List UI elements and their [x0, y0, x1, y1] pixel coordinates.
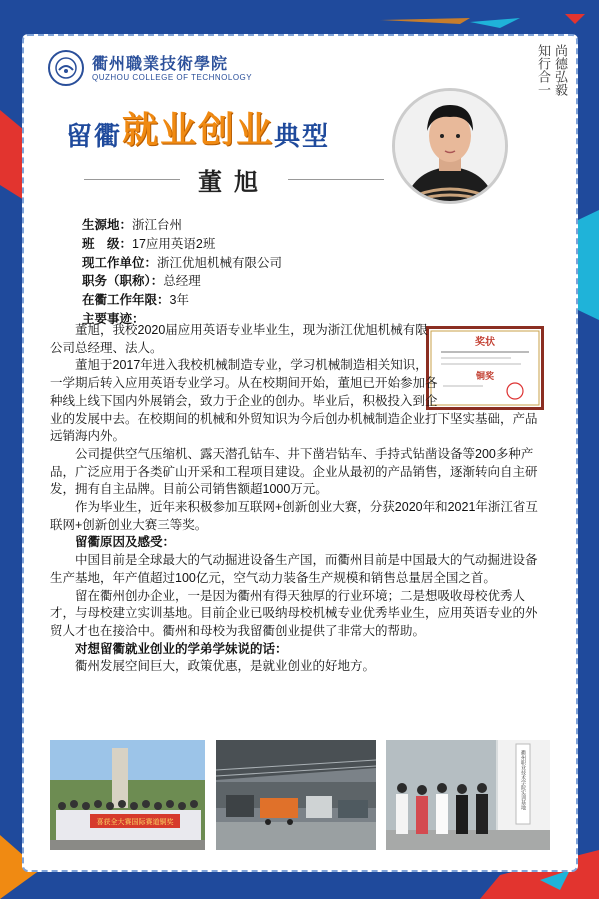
- gallery-photo-workshop: [216, 740, 376, 850]
- gallery-banner-text: 喜获全大赛国际赛道铜奖: [96, 818, 174, 826]
- info-list: [82, 216, 282, 329]
- paragraph-advice: 衢州发展空间巨大，政策优惠，是就业创业的好地方。: [75, 659, 376, 674]
- paragraph-awards: 作为毕业生，近年来积极参加互联网+创新创业大赛，分获2020年和2021年浙江省互联网+创新创业大赛三等奖。: [50, 500, 538, 532]
- paragraph-study: 董旭于2017年进入我校机械制造专业，学习机械制造相关知识，一学期后转入应用英语专业学习。从在校期间开始，董旭已开始参加各种线上线下国内外展销会，致力于企业的创办。毕业后，积极投入到企业的发展中去。在校期间的机械和外贸知识为今后创办机械制造企业打下坚实基础，产品远销海内外。: [50, 358, 538, 444]
- advice-label: 对想留衢就业创业的学弟学妹说的话：: [75, 641, 288, 656]
- gallery-plaque-text: 衢州职业技术学院实训基地: [520, 750, 526, 810]
- paragraph-industry: 中国目前是全球最大的气动掘进设备生产国，而衢州目前是中国最大的气动掘进设备生产基地，年产值超过100亿元，空气动力装备生产规模和销售总量居全国之首。: [50, 553, 538, 585]
- page-title: [66, 102, 330, 153]
- name-row: [84, 162, 384, 197]
- person-name: 董旭: [198, 167, 270, 196]
- certificate-title: 奖状: [475, 337, 495, 348]
- decor-cyan-right: [578, 210, 599, 320]
- info-years: 在衢工作年限：3年: [82, 293, 189, 308]
- reason-label: 留衢原因及感受：: [75, 535, 176, 550]
- motto-line-1: 尚德弘毅: [552, 44, 567, 96]
- school-name-en: QUZHOU COLLEGE OF TECHNOLOGY: [92, 72, 253, 82]
- decor-red-left: [0, 110, 24, 200]
- name-divider-left: [84, 179, 180, 180]
- info-employer: 现工作单位：浙江优旭机械有限公司: [82, 255, 283, 270]
- info-position: 职务（职称）：总经理: [82, 274, 201, 289]
- story-body: [50, 322, 548, 676]
- decor-orange-top: [380, 18, 470, 24]
- title-part-3: 典型: [274, 122, 331, 152]
- paragraph-reason: 留在衢州创办企业，一是因为衢州有得天独厚的行业环境；二是想吸收母校优秀人才，与母校建立实训基地。目前企业已吸纳母校机械专业优秀毕业生，应用英语专业的外贸人才也在接洽中。衢州和母校为我留衢创业提供了非常大的帮助。: [50, 588, 538, 638]
- title-part-2: 就业创业: [122, 109, 275, 151]
- title-part-1: 留衢: [66, 122, 123, 152]
- paragraph-intro: 董旭，我校2020届应用英语专业毕业生，现为浙江优旭机械有限公司总经理、法人。: [50, 323, 428, 355]
- info-class: 班 级：17应用英语2班: [82, 236, 216, 251]
- content-card: [22, 34, 578, 872]
- info-deeds-label: 主要事迹：: [82, 311, 145, 326]
- photo-gallery: [50, 740, 550, 850]
- paragraph-company: 公司提供空气压缩机、露天潜孔钻车、井下凿岩钻车、手持式钻凿设备等200多种产品，广泛应用于各类矿山开采和工程项目建设。企业从最初的产品销售，逐渐转向自主研发，拥有自主品牌。目前公司销售额超1000万元。: [50, 446, 538, 497]
- decor-red-top: [565, 14, 585, 24]
- info-origin: 生源地：浙江台州: [82, 218, 183, 232]
- gallery-photo-group: [50, 740, 205, 850]
- certificate-level: 铜奖: [475, 372, 495, 382]
- decor-cyan-top: [470, 18, 520, 28]
- school-emblem-icon: [48, 50, 84, 86]
- portrait-photo: [392, 88, 508, 204]
- calligraphy-motto: [518, 44, 566, 114]
- gallery-photo-base: [386, 740, 550, 850]
- motto-line-2: 知行合一: [535, 44, 550, 96]
- school-name-cn: 衢州職業技術學院: [92, 53, 229, 73]
- school-logo: [48, 50, 252, 86]
- name-divider-right: [288, 179, 384, 180]
